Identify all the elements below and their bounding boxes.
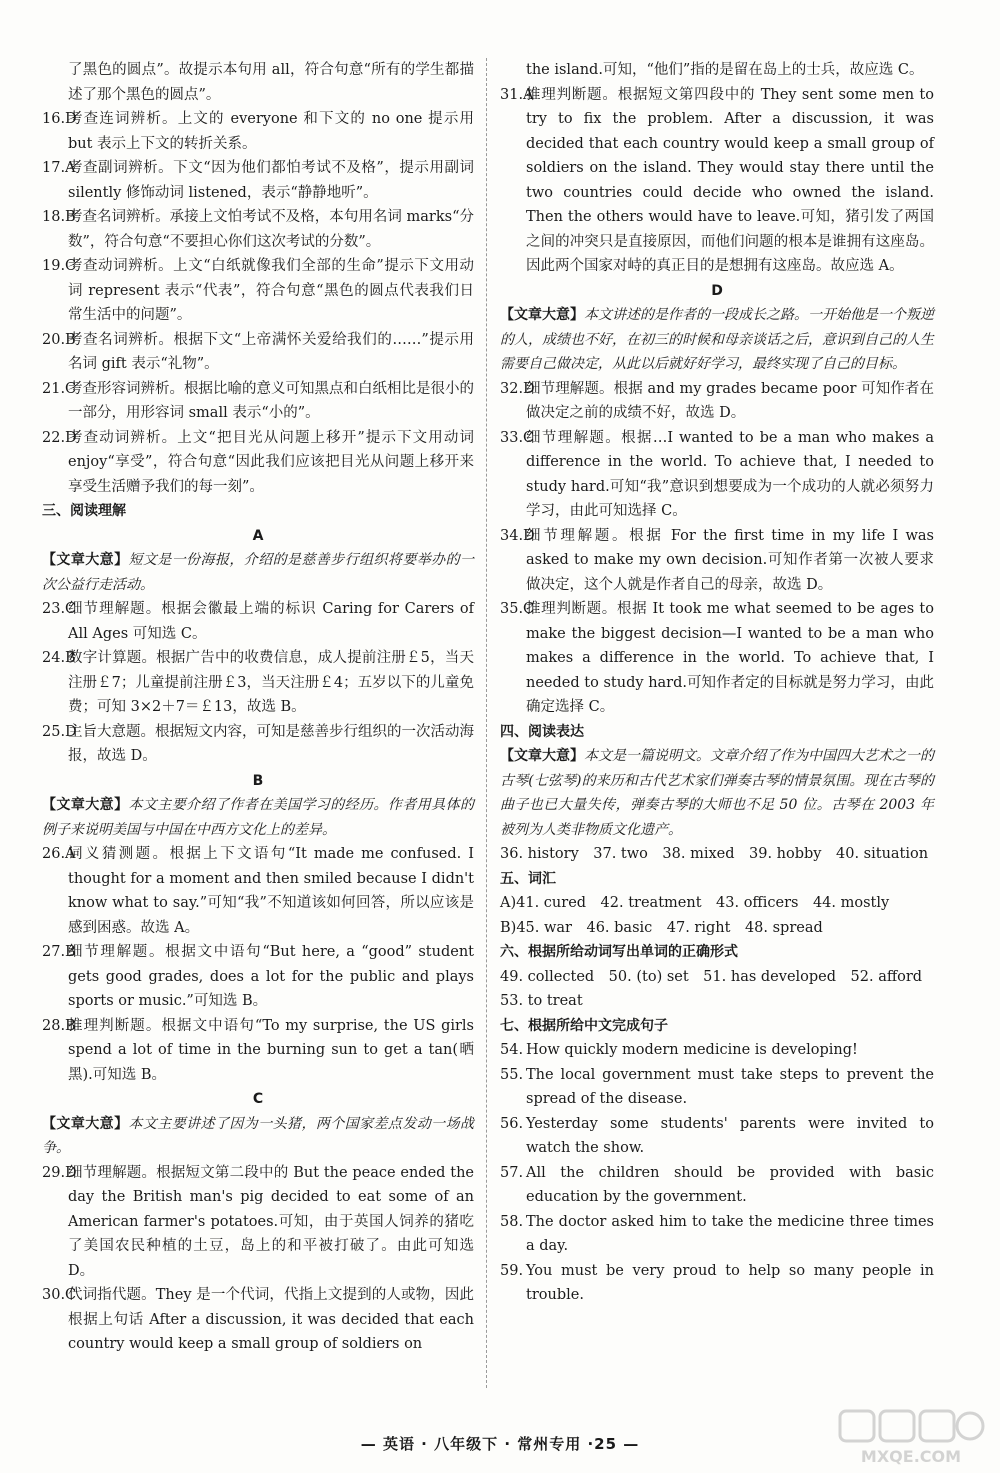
summary-tag: 【文章大意】: [42, 797, 129, 813]
answer-text: 细节理解题。根据 and my grades became poor 可知作者在做决定之前的成绩不好，故选 D。: [526, 380, 934, 421]
answer-number: 31.A: [500, 86, 534, 103]
answer-line-41-44: A)41. cured 42. treatment 43. officers 44. mostly: [500, 895, 890, 911]
answer-number: 18.B: [42, 209, 76, 225]
answer-text: 推理判断题。根据文中语句“To my surprise, the US girls spend a lot of time in the burning sun to get a tan(晒黑).可知选 B。: [68, 1017, 474, 1083]
answer-text: 考查连词辨析。上文的 everyone 和下文的 no one 提示用 but 表示上下文的转折关系。: [68, 111, 474, 152]
answer-number: 22.D: [42, 429, 77, 446]
answer-28: [42, 1014, 474, 1088]
subsection-heading: D: [711, 282, 723, 299]
section-heading: 三、阅读理解: [42, 503, 126, 519]
continued-paragraph: the island.可知，“他们”指的是留在岛上的士兵，故应选 C。: [526, 62, 924, 78]
subsection-heading: C: [252, 1091, 264, 1107]
answer-21: [42, 377, 474, 426]
section-heading: 五、词汇: [500, 870, 556, 887]
subsection-heading: B: [252, 772, 264, 789]
answer-text: 考查动词辨析。上文“把目光从问题上移开”提示下文用动词 enjoy“享受”，符合句意“因此我们应该把目光从问题上移开来享受生活赠予我们的每一刻”。: [68, 429, 474, 495]
answer-text: 推理判断题。根据短文第四段中的 They sent some men to try to fix the problem. After a discussion, it was decided that each country would keep a small group of soldiers on the island. They would stay there until the two countries could decide who owned the island. Then the others would have to leave.可知，猪引发了两国之间的冲突只是直接原因，而他们问题的根本是谁拥有这座岛。因此两个国家对峙的真正目的是想拥有这座岛。故应选 A。: [526, 86, 934, 274]
answer-text: Yesterday some students' parents were invited to watch the show.: [526, 1115, 934, 1156]
answer-number: 34.D: [500, 527, 535, 544]
answer-54: [500, 1038, 934, 1063]
answer-text: 代词指代题。They 是一个代词，代指上文提到的人或物，因此根据上句话 After a discussion, it was decided that each country would keep a small group of soldiers on: [68, 1287, 474, 1352]
answer-number: 54.: [500, 1042, 524, 1058]
answer-59: [500, 1259, 934, 1308]
answer-text: 细节理解题。根据 For the first time in my life I was asked to make my own decision.可知作者第一次被人要求做决定，这个人就是作者自己的母亲，故选 D。: [526, 527, 934, 593]
right-column: [500, 58, 934, 1308]
answer-number: 28.B: [42, 1017, 76, 1034]
answer-16: [42, 107, 474, 156]
answer-number: 16.D: [42, 111, 77, 127]
answer-text: How quickly modern medicine is developing!: [526, 1042, 858, 1058]
answer-19: [42, 254, 474, 328]
answer-text: You must be very proud to help so many people in trouble.: [526, 1262, 934, 1303]
answer-55: [500, 1063, 934, 1112]
answer-text: 细节理解题。根据会徽最上端的标识 Caring for Carers of All Ages 可知选 C。: [68, 601, 474, 642]
answer-stamp-icon: [836, 1407, 986, 1467]
page-footer: — 英语 · 八年级下 · 常州专用 ·25 —: [360, 1435, 640, 1453]
answer-22: [42, 426, 474, 500]
article-summary: [42, 793, 474, 842]
summary-body: 本文讲述的是作者的一段成长之路。一开始他是一个叛逆的人，成绩也不好，在初三的时候和母亲谈话之后，意识到自己的人生需要自己做决定，从此以后就好好学习，最终实现了自己的目标。: [500, 307, 934, 372]
answer-text: The local government must take steps to prevent the spread of the disease.: [526, 1066, 934, 1107]
answer-text: 词义猜测题。根据上下文语句“It made me confused. I thought for a moment and then smiled because I didn't know what to say.”可知“我”不知道该如何回答，所以应该是感到困惑。故选 A。: [68, 846, 474, 936]
answer-number: 24.B: [42, 650, 76, 666]
answer-number: 32.D: [500, 380, 535, 397]
section-heading: 四、阅读表达: [500, 723, 584, 740]
answer-number: 35.C: [500, 601, 535, 617]
article-summary: [500, 744, 934, 842]
answer-56: [500, 1112, 934, 1161]
answer-number: 27.B: [42, 944, 76, 960]
answer-57: [500, 1161, 934, 1210]
section-heading: 六、根据所给动词写出单词的正确形式: [500, 944, 738, 960]
answer-text: The doctor asked him to take the medicine three times a day.: [526, 1213, 934, 1254]
answer-line-45-48: B)45. war 46. basic 47. right 48. spread: [500, 919, 823, 936]
answer-32: [500, 377, 934, 426]
answer-text: 细节理解题。根据短文第二段中的 But the peace ended the day the British man's pig decided to eat some of an American farmer's potatoes.可知，由于英国人饲养的猪吃了美国农民种植的土豆，岛上的和平被打破了。由此可知选 D。: [68, 1164, 474, 1279]
answer-text: 细节理解题。根据…I wanted to be a man who makes a difference in the world. To achieve that, I needed to study hard.可知“我”意识到想要成为一个成功的人就必须努力学习，由此可知选择 C。: [526, 429, 934, 519]
answer-29: [42, 1161, 474, 1284]
answer-number: 21.C: [42, 380, 77, 397]
answer-25: [42, 720, 474, 769]
answer-text: 主旨大意题。根据短文内容，可知是慈善步行组织的一次活动海报，故选 D。: [68, 723, 474, 764]
watermark-text: MXQE.COM: [860, 1447, 962, 1466]
column-divider: [486, 58, 487, 1388]
answer-number: 59.: [500, 1262, 524, 1279]
answer-58: [500, 1210, 934, 1259]
answer-number: 30.C: [42, 1287, 77, 1303]
article-summary: [42, 1112, 474, 1161]
left-column: [42, 58, 474, 1357]
article-summary: [42, 548, 474, 597]
answer-text: 考查动词辨析。上文“白纸就像我们全部的生命”提示下文用动词 represent 表示“代表”，符合句意“黑色的圆点代表我们日常生活中的问题”。: [68, 258, 474, 323]
summary-body: 短文是一份海报，介绍的是慈善步行组织将要举办的一次公益行走活动。: [42, 552, 475, 593]
answer-number: 56.: [500, 1115, 524, 1132]
answer-31: [500, 83, 934, 279]
answer-text: 考查副词辨析。下文“因为他们都怕考试不及格”，提示用副词 silently 修饰动词 listened，表示“静静地听”。: [68, 160, 474, 201]
answer-27: [42, 940, 474, 1014]
summary-tag: 【文章大意】: [42, 552, 129, 568]
answer-18: [42, 205, 474, 254]
answer-number: 33.C: [500, 429, 535, 446]
continued-paragraph: 了黑色的圆点”。故提示本句用 all，符合句意“所有的学生都描述了那个黑色的圆点”。: [68, 62, 474, 103]
answer-17: [42, 156, 474, 205]
answer-number: 58.: [500, 1213, 524, 1230]
answer-number: 23.C: [42, 601, 77, 617]
answer-35: [500, 597, 934, 720]
summary-tag: 【文章大意】: [500, 307, 584, 323]
answer-text: 考查名词辨析。根据下文“上帝满怀关爱给我们的……”提示用名词 gift 表示“礼物”。: [68, 331, 474, 372]
answer-number: 25.D: [42, 723, 77, 740]
summary-tag: 【文章大意】: [42, 1115, 129, 1132]
summary-body: 本文主要介绍了作者在美国学习的经历。作者用具体的例子来说明美国与中国在中西方文化上的差异。: [42, 797, 475, 838]
answer-text: 细节理解题。根据文中语句“But here, a “good” student gets good grades, does a lot for the public and plays sports or music.”可知选 B。: [68, 944, 474, 1009]
answer-text: 数字计算题。根据广告中的收费信息，成人提前注册￡5，当天注册￡7；儿童提前注册￡3，当天注册￡4；五岁以下的儿童免费；可知 3×2＋7＝￡13，故选 B。: [68, 650, 474, 715]
answer-number: 29.D: [42, 1164, 77, 1181]
answer-line-53: 53. to treat: [500, 993, 583, 1009]
summary-body: 本文主要讲述了因为一头猪，两个国家差点发动一场战争。: [42, 1115, 475, 1156]
answer-line-36-40: 36. history 37. two 38. mixed 39. hobby 40. situation: [500, 846, 929, 862]
answer-23: [42, 597, 474, 646]
answer-number: 19.C: [42, 258, 77, 274]
answer-text: 推理判断题。根据 It took me what seemed to be ages to make the biggest decision—I wanted to be a man who makes a difference in the world. To achieve that, I needed to study hard.可知作者定的目标就是努力学习，由此确定选择 C。: [526, 601, 934, 715]
answer-text: 考查形容词辨析。根据比喻的意义可知黑点和白纸相比是很小的一部分，用形容词 small 表示“小的”。: [68, 380, 474, 421]
answer-number: 55.: [500, 1066, 524, 1083]
section-heading: 七、根据所给中文完成句子: [500, 1017, 668, 1034]
answer-30: [42, 1283, 474, 1357]
answer-number: 20.B: [42, 331, 76, 348]
answer-26: [42, 842, 474, 940]
article-summary: [500, 303, 934, 377]
subsection-heading: A: [252, 527, 264, 544]
answer-number: 57.: [500, 1164, 524, 1181]
answer-20: [42, 328, 474, 377]
answer-33: [500, 426, 934, 524]
answer-text: 考查名词辨析。承接上文怕考试不及格，本句用名词 marks“分数”，符合句意“不要担心你们这次考试的分数”。: [68, 209, 474, 250]
answer-line-49-52: 49. collected 50. (to) set 51. has developed 52. afford: [500, 968, 923, 985]
answer-34: [500, 524, 934, 598]
answer-number: 17.A: [42, 160, 76, 176]
answer-number: 26.A: [42, 846, 76, 862]
answer-24: [42, 646, 474, 720]
answer-text: All the children should be provided with basic education by the government.: [526, 1164, 934, 1205]
summary-body: 本文是一篇说明文。文章介绍了作为中国四大艺术之一的古琴(七弦琴)的来历和古代艺术家们弹奏古琴的情景氛围。现在古琴的曲子也已大量失传，弹奏古琴的大师也不足 50 位。古琴在 2003 年被列为人类非物质文化遗产。: [500, 748, 934, 838]
summary-tag: 【文章大意】: [500, 748, 584, 764]
